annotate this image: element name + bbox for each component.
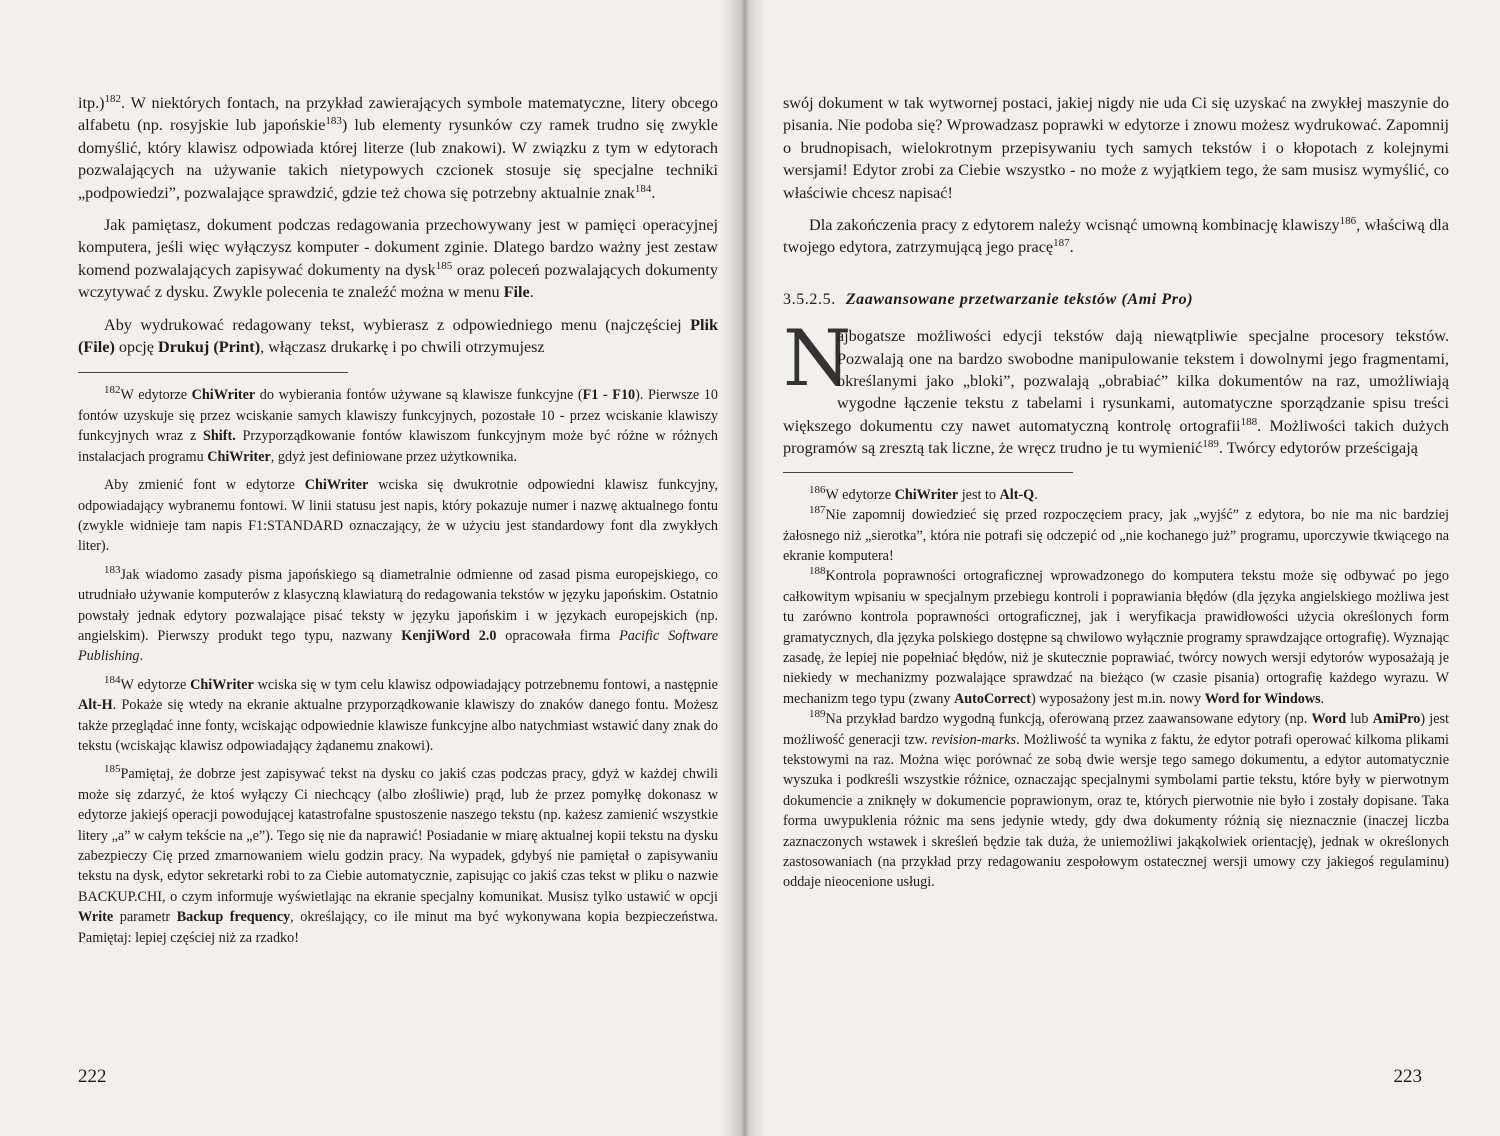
right-page-text xyxy=(783,92,1449,893)
section-number: 3.5.2.5. xyxy=(783,290,836,308)
footnote: $^{182}$W edytorze ChiWriter do wybierania fontów używane są klawisze funkcyjne (F1 - F10). Pierwsze 10 fontów uzyskuje się przez wciskanie samych klawiszy funkcyjnych, pozostałe 10 - przez wciskanie klawiszy funkcyjnych wraz z Shift. Przyporządkowanie fontów klawiszom funkcyjnym może być różne w różnych instalacjach programu ChiWriter, gdyż jest definiowane przez użytkownika. xyxy=(78,384,719,465)
body-paragraph: Dla zakończenia pracy z edytorem należy wcisnąć umowną kombinację klawiszy$^{186}$, właściwą dla twojego edytora, zatrzymującą jego pracę$^{187}$. xyxy=(783,215,1449,257)
footnote: $^{189}$Na przykład bardzo wygodną funkcją, oferowaną przez zaawansowane edytory (np. Word lub AmiPro) jest możliwość generacji tzw. revision-marks. Możliwość ta wynika z faktu, że edytor potrafi operować kilkoma plikami tekstowymi na raz. Można więc porównać ze sobą dwie wersje tego samego dokumentu, a edytor automatycznie wyszuka i podkreśli wszystkie różnice, oznaczając specjalnymi symbolami partie tekstu, które były w pierwotnym dokumencie a zniknęły w dokumencie poprawionym, oraz te, których pierwotnie nie było i zostały dopisane. Taka forma uwypuklenia różnic ma sens jedynie wtedy, gdy dwa dokumenty różnią się nieznacznie (inaczej liczba zaznaczonych wstawek i skreśleń będzie tak duża, że uniemożliwi jakąkolwiek orientację), jednak w określonych zastosowaniach (na przykład przy redagowaniu zespołowym ostatecznej wersji umowy czy jakiegoś regulaminu) oddaje nieocenione usługi. xyxy=(783,708,1449,891)
footnote: $^{184}$W edytorze ChiWriter wciska się w tym celu klawisz odpowiadający potrzebnemu fontowi, a następnie Alt-H. Pokaże się wtedy na ekranie aktualne przyporządkowanie klawiszy do znaków danego fontu. Możesz także przeglądać inne fonty, wciskając odpowiednie klawisze funkcyjne albo natychmiast wstawić dany znak do tekstu (wciskając klawisz odpowiadający żądanemu znakowi). xyxy=(78,673,718,754)
footnote-divider xyxy=(78,372,348,373)
drop-cap-letter: N xyxy=(783,314,852,405)
footnote: $^{183}$Jak wiadomo zasady pisma japońskiego są diametralnie odmienne od zasad pisma europejskiego, co utrudniało używanie komputerów z klasyczną klawiaturą do redagowania tekstów w języku japońskim. Ostatnio powstały jednak edytory pozwalające pisać teksty w języku japońskim i w językach europejskich (np. angielskim). Pierwszy produkt tego typu, nazwany KenjiWord 2.0 opracowała firma Pacific Software Publishing. xyxy=(78,563,718,665)
left-page xyxy=(0,0,745,1136)
footnote: Aby zmienić font w edytorze ChiWriter wciska się dwukrotnie odpowiedni klawisz funkcyjny, odpowiadający wybranemu fontowi. W linii statusu jest napis, który pokazuje numer i nazwę aktualnego fontu (zwykle widnieje tam napis F1:STANDARD oznaczający, że w użyciu jest standardowy font dla zwykłych liter). xyxy=(78,477,718,555)
section-heading xyxy=(783,289,1449,311)
body-paragraph: itp.)$^{182}$. W niektórych fontach, na przykład zawierających symbole matematyczne, litery obcego alfabetu (np. rosyjskie lub japońskie$^{183}$) lub elementy rysunków czy ramek trudno się zwykle domyślić, który klawisz odpowiada której literze (lub znakowi). W związku z tym w edytorach pozwalających na używanie takich nietypowych czcionek stosuje się specjalne techniki „podpowiedzi”, pozwalające sprawdzić, gdzie też chowa się potrzebny aktualnie znak$^{184}$. xyxy=(78,93,718,202)
body-paragraph: Aby wydrukować redagowany tekst, wybierasz z odpowiedniego menu (najczęściej Plik (File) opcję Drukuj (Print), włączasz drukarkę i po chwili otrzymujesz xyxy=(78,315,718,357)
footnote: $^{185}$Pamiętaj, że dobrze jest zapisywać tekst na dysku co jakiś czas podczas pracy, gdyż w każdej chwili może się zdarzyć, że ktoś wyłączy Ci niechcący (albo złośliwie) prąd, lub że przez pomyłkę dokonasz w edytorze jakiejś operacji powodującej katastrofalne spustoszenie naszego tekstu (np. każesz zamienić wszystkie litery „a” w całym tekście na „e”). Tego się nie da naprawić! Posiadanie w miarę aktualnej kopii tekstu na dysku zabezpieczy Cię przed zmarnowaniem wielu godzin pracy. Na wypadek, gdybyś nie pamiętał o zapisywaniu tekstu na dysk, edytor sekretarki robi to za Ciebie automatycznie, zapisując co jakiś czas tekst w pliku o nazwie BACKUP.CHI, o czym informuje wyświetlając na ekranie specjalny komunikat. Musisz tylko ustawić w opcji Write parametr Backup frequency, określający, co ile minut ma być wykonywana kopia bezpieczeństwa. Pamiętaj: lepiej częściej niż za rzadko! xyxy=(78,763,718,946)
footnote-divider xyxy=(783,472,1073,473)
body-paragraph: Jak pamiętasz, dokument podczas redagowania przechowywany jest w pamięci operacyjnej komputera, jeśli więc wyłączysz komputer - dokument zginie. Dlatego bardzo ważny jest zestaw komend pozwalających zapisywać dokumenty na dysk$^{185}$ oraz poleceń pozwalających dokumenty wczytywać z dysku. Zwykle polecenia te znaleźć można w menu File. xyxy=(78,216,718,302)
footnote: $^{186}$W edytorze ChiWriter jest to Alt-Q. xyxy=(809,483,1038,503)
page-number: 223 xyxy=(1393,1066,1422,1087)
footnote: $^{188}$Kontrola poprawności ortograficznej wprowadzonego do komputera tekstu może się odbywać po jego całkowitym wpisaniu w specjalnym przebiegu kontroli i poprawiania błędów (dla języka angielskiego możliwa jest tu zarówno kontrola poprawności ortograficznej, jak i weryfikacja prawidłowości użycia określonych form gramatycznych, dla języka polskiego dostępne są chwilowo wyłącznie programy sprawdzające ortografię). Wyznając zasadę, że lepiej nie popełniać błędów, niż je skutecznie poprawiać, twórcy nowych wersji edytorów wyposażają je niekiedy w mechanizmy pozwalające sprawdzać na bieżąco (w czasie pisania) ortografię każdego wyrazu. W mechanizm tego typu (zwany AutoCorrect) wyposażony jest m.in. nowy Word for Windows. xyxy=(783,565,1449,707)
page-number: 222 xyxy=(78,1066,107,1087)
right-page xyxy=(745,0,1500,1136)
body-paragraph: swój dokument w tak wytwornej postaci, jakiej nigdy nie uda Ci się uzyskać na zwykłej maszynie do pisania. Nie podoba się? Wprowadzasz poprawki w edytorze i znowu możesz wydrukować. Zapomnij o brudnopisach, wielokrotnym przepisywaniu tych samych tekstów i o kłopotach z kolejnymi wersjami! Edytor zrobi za Ciebie wszystko - no może z wyjątkiem tego, że sam musisz wymyślić, co właściwie chcesz napisać! xyxy=(783,94,1449,202)
footnote: $^{187}$Nie zapomnij dowiedzieć się przed rozpoczęciem pracy, jak „wyjść” z edytora, bo nie ma nic bardziej żałosnego niż „sierotka”, która nie potrafi się odczepić od „nie kochanego już” programu, uporczywie tkwiącego na ekranie komputera! xyxy=(783,504,1449,564)
left-page-text xyxy=(78,92,718,948)
dropcap-paragraph: N ajbogatsze możliwości edycji tekstów dają niewątpliwie specjalne procesory tekstów. Pozwalają one na bardzo swobodne manipulowanie tekstem i dowolnymi jego fragmentami, określanymi jako „bloki”, pozwalają „obrabiać” kilka dokumentów na raz, umożliwiają wygodne łączenie tekstu z tabelami i rysunkami, automatyczne sporządzanie spisu treści większego dokumentu czy nawet automatyczną kontrolę ortografii$^{188}$. Możliwości takich dużych programów są zresztą tak liczne, że wręcz trudno je tu wymienić$^{189}$. Twórcy edytorów prześcigają xyxy=(783,314,1449,458)
section-title: Zaawansowane przetwarzanie tekstów (Ami Pro) xyxy=(845,290,1194,308)
